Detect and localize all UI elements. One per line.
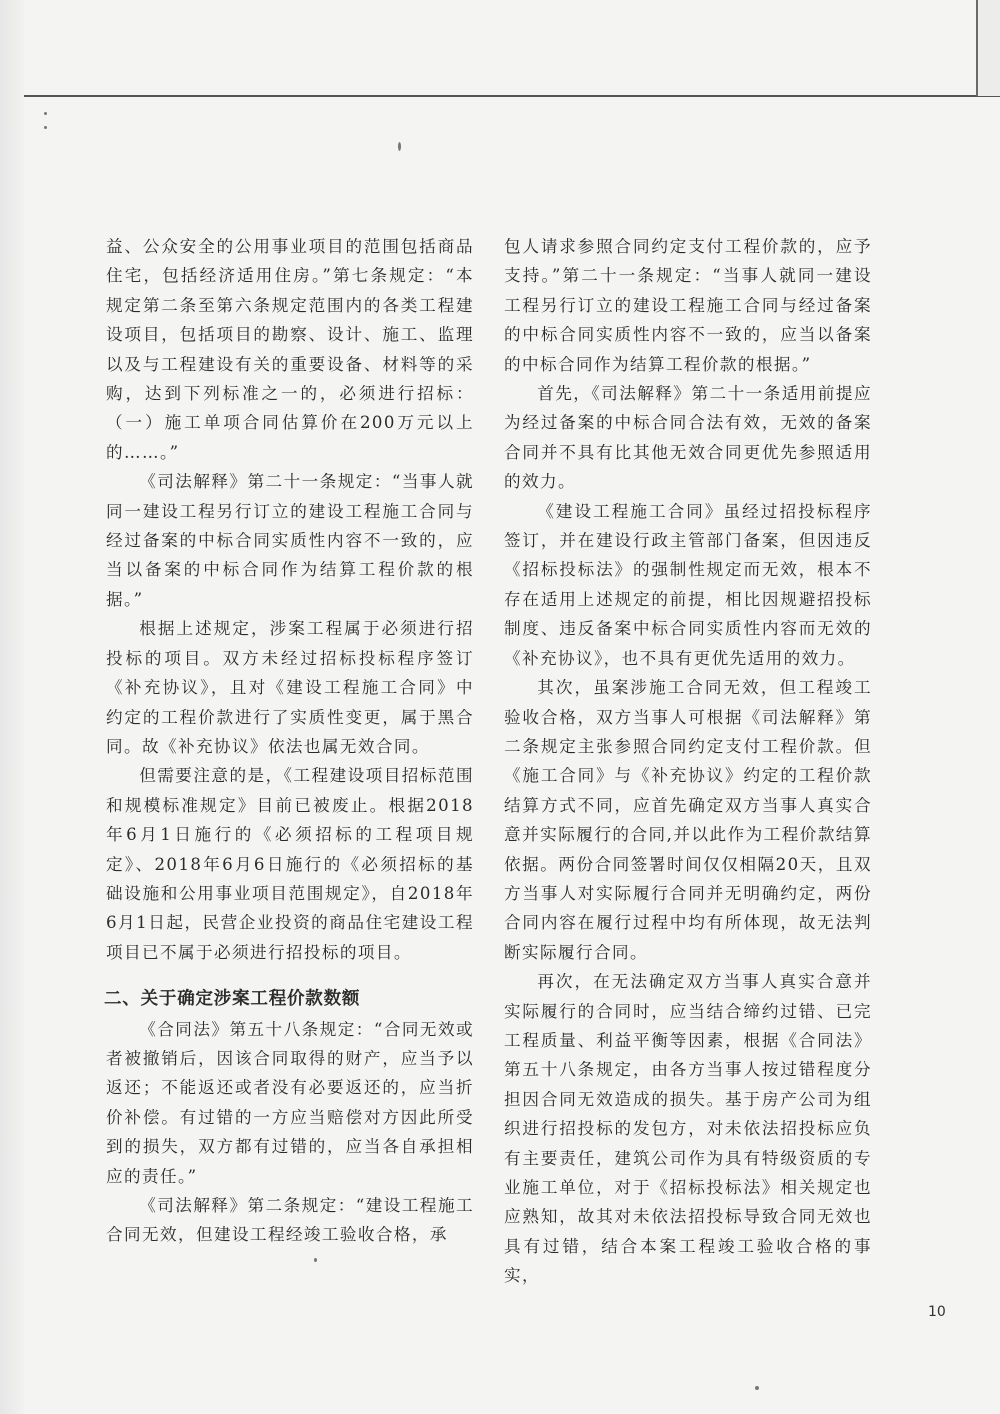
- scan-speck: [44, 112, 47, 115]
- right-column: [504, 232, 872, 1291]
- paragraph: 但需要注意的是，《工程建设项目招标范围和规模标准规定》目前已被废止。根据2018年6月1日施行的《必须招标的工程项目规定》、2018年6月6日施行的《必须招标的基础设施和公用事业项目范围规定》，自2018年6月1日起，民营企业投资的商品住宅建设工程项目已不属于必须进行招投标的项目。: [106, 766, 474, 962]
- left-column: [106, 232, 474, 1250]
- scan-right-edge: [978, 0, 1000, 96]
- paragraph: 再次，在无法确定双方当事人真实合意并实际履行的合同时，应当结合缔约过错、已完工程质量、利益平衡等因素，根据《合同法》第五十八条规定，由各方当事人按过错程度分担因合同无效造成的损失。基于房产公司为组织进行招投标的发包方，对未依法招投标应负有主要责任，建筑公司作为具有特级资质的专业施工单位，对于《招标投标法》相关规定也应熟知，故其对未依法招投标导致合同无效也具有过错，结合本案工程竣工验收合格的事实，: [504, 972, 872, 1286]
- paragraph: 包人请求参照合同约定支付工程价款的，应予支持。”第二十一条规定：“当事人就同一建设工程另行订立的建设工程施工合同与经过备案的中标合同实质性内容不一致的，应当以备案的中标合同作为结算工程价款的根据。”: [504, 237, 872, 374]
- scan-speck: [314, 1258, 317, 1262]
- paragraph: 《司法解释》第二十一条规定：“当事人就同一建设工程另行订立的建设工程施工合同与经过备案的中标合同实质性内容不一致的，应当以备案的中标合同作为结算工程价款的根据。”: [106, 472, 474, 609]
- scan-speck: [755, 1386, 759, 1390]
- paragraph: 《司法解释》第二条规定：“建设工程施工合同无效，但建设工程经竣工验收合格，承: [106, 1196, 474, 1245]
- paragraph: 《合同法》第五十八条规定：“合同无效或者被撤销后，因该合同取得的财产，应当予以返还；不能返还或者没有必要返还的，应当折价补偿。有过错的一方应当赔偿对方因此所受到的损失，双方都有过错的，应当各自承担相应的责任。”: [106, 1019, 474, 1186]
- header-rule: [24, 95, 1000, 97]
- paragraph: 根据上述规定，涉案工程属于必须进行招投标的项目。双方未经过招标投标程序签订《补充协议》，且对《建设工程施工合同》中约定的工程价款进行了实质性变更，属于黑合同。故《补充协议》依法也属无效合同。: [106, 619, 474, 756]
- section-heading: 二、关于确定涉案工程价款数额: [104, 989, 361, 1010]
- page-number: 10: [928, 1304, 946, 1320]
- paragraph: 其次，虽案涉施工合同无效，但工程竣工验收合格，双方当事人可根据《司法解释》第二条规定主张参照合同约定支付工程价款。但《施工合同》与《补充协议》约定的工程价款结算方式不同，应首先确定双方当事人真实合意并实际履行的合同,并以此作为工程价款结算依据。两份合同签署时间仅仅相隔20天，且双方当事人对实际履行合同并无明确约定，两份合同内容在履行过程中均有所体现，故无法判断实际履行合同。: [504, 678, 872, 962]
- paragraph: 首先，《司法解释》第二十一条适用前提应为经过备案的中标合同合法有效，无效的备案合同并不具有比其他无效合同更优先参照适用的效力。: [504, 384, 872, 492]
- scan-speck: [398, 142, 401, 151]
- scan-speck: [44, 126, 47, 129]
- scan-left-edge: [0, 0, 24, 1414]
- paragraph: 益、公众安全的公用事业项目的范围包括商品住宅，包括经济适用住房。”第七条规定：“本规定第二条至第六条规定范围内的各类工程建设项目，包括项目的勘察、设计、施工、监理以及与工程建设有关的重要设备、材料等的采购，达到下列标准之一的，必须进行招标：（一）施工单项合同估算价在200万元以上的……。”: [106, 237, 474, 462]
- paragraph: 《建设工程施工合同》虽经过招投标程序签订，并在建设行政主管部门备案，但因违反《招标投标法》的强制性规定而无效，根本不存在适用上述规定的前提，相比因规避招投标制度、违反备案中标合同实质性内容而无效的《补充协议》，也不具有更优先适用的效力。: [504, 501, 872, 668]
